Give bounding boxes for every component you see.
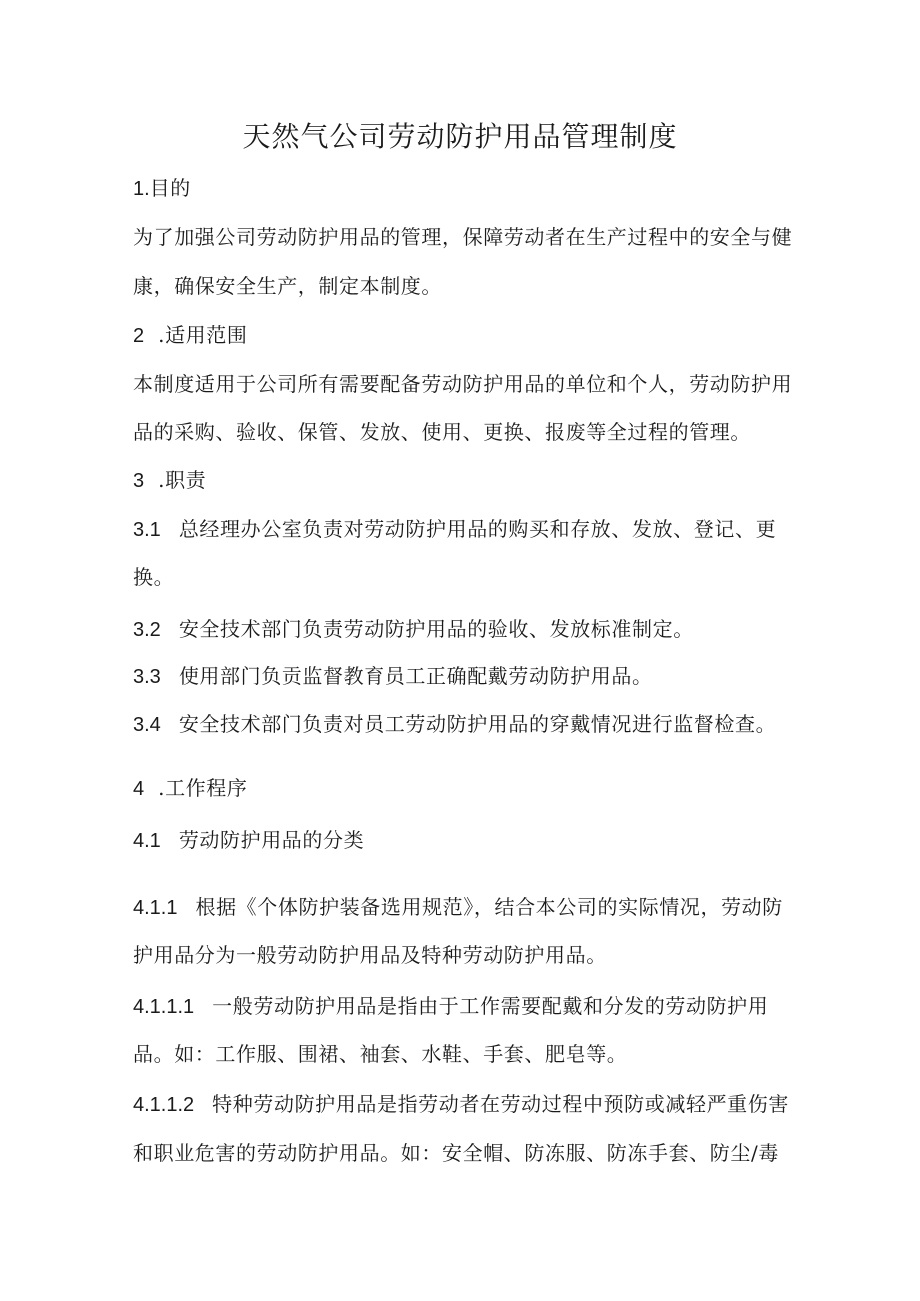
clause-text: 总经理办公室负责对劳动防护用品的购买和存放、发放、登记、更 <box>178 517 777 541</box>
section-number: 2 <box>133 325 145 347</box>
clause-text: 使用部门负贡监督教育员工正确配戴劳动防护用品。 <box>178 664 653 688</box>
section-title: 目的 <box>149 176 191 200</box>
clause-number: 4.1 <box>133 830 161 852</box>
clause-number: 3.4 <box>133 714 161 736</box>
clause-text: 特种劳动防护用品是指劳动者在劳动过程中预防或减轻严重伤害 <box>212 1092 789 1116</box>
clause-3-2 <box>133 615 694 644</box>
section-1-heading <box>133 174 191 203</box>
clause-number: 4.1.1.2 <box>133 1094 195 1116</box>
clause-3-1 <box>133 515 776 544</box>
clause-4-1-1-2 <box>133 1090 789 1119</box>
clause-4-1-1-1-continuation: 品。如：工作服、围裙、袖套、水鞋、手套、肥皂等。 <box>133 1042 628 1066</box>
clause-3-4 <box>133 710 776 739</box>
section-title: .工作程序 <box>158 776 248 800</box>
clause-number: 3.1 <box>133 519 161 541</box>
clause-number: 3.2 <box>133 619 161 641</box>
clause-4-1 <box>133 826 364 855</box>
section-title: .适用范围 <box>158 323 248 347</box>
clause-4-1-1-1 <box>133 992 768 1021</box>
clause-4-1-1-continuation: 护用品分为一般劳动防护用品及特种劳动防护用品。 <box>133 943 607 967</box>
clause-number: 4.1.1.1 <box>133 996 195 1018</box>
section-number: 4 <box>133 778 145 800</box>
clause-text: 一般劳动防护用品是指由于工作需要配戴和分发的劳动防护用 <box>212 994 769 1018</box>
section-number: 3 <box>133 470 145 492</box>
clause-4-1-1-2-continuation: 和职业危害的劳动防护用品。如：安全帽、防冻服、防冻手套、防尘/毒 <box>133 1141 779 1165</box>
clause-text: 安全技术部门负责劳动防护用品的验收、发放标准制定。 <box>178 617 694 641</box>
clause-3-3 <box>133 662 653 691</box>
document-title: 天然气公司劳动防护用品管理制度 <box>242 120 678 153</box>
clause-number: 4.1.1 <box>133 897 178 919</box>
section-title: .职责 <box>158 468 207 492</box>
section-number: 1. <box>133 178 150 200</box>
section-1-body-line-2: 康，确保安全生产，制定本制度。 <box>133 274 442 298</box>
section-2-heading <box>133 321 247 350</box>
section-1-body-line-1: 为了加强公司劳动防护用品的管理，保障劳动者在生产过程中的安全与健 <box>133 225 793 249</box>
section-2-body-line-2: 品的采购、验收、保管、发放、使用、更换、报废等全过程的管理。 <box>133 420 751 444</box>
clause-3-1-continuation: 换。 <box>133 565 175 589</box>
clause-text: 劳动防护用品的分类 <box>178 828 365 852</box>
clause-text: 根据《个体防护装备选用规范》，结合本公司的实际情况，劳动防 <box>195 895 783 919</box>
clause-4-1-1 <box>133 893 783 922</box>
clause-number: 3.3 <box>133 666 161 688</box>
section-4-heading <box>133 774 247 803</box>
clause-text: 安全技术部门负责对员工劳动防护用品的穿戴情况进行监督检查。 <box>178 712 777 736</box>
section-2-body-line-1: 本制度适用于公司所有需要配备劳动防护用品的单位和个人，劳动防护用 <box>133 372 793 396</box>
section-3-heading <box>133 466 206 495</box>
